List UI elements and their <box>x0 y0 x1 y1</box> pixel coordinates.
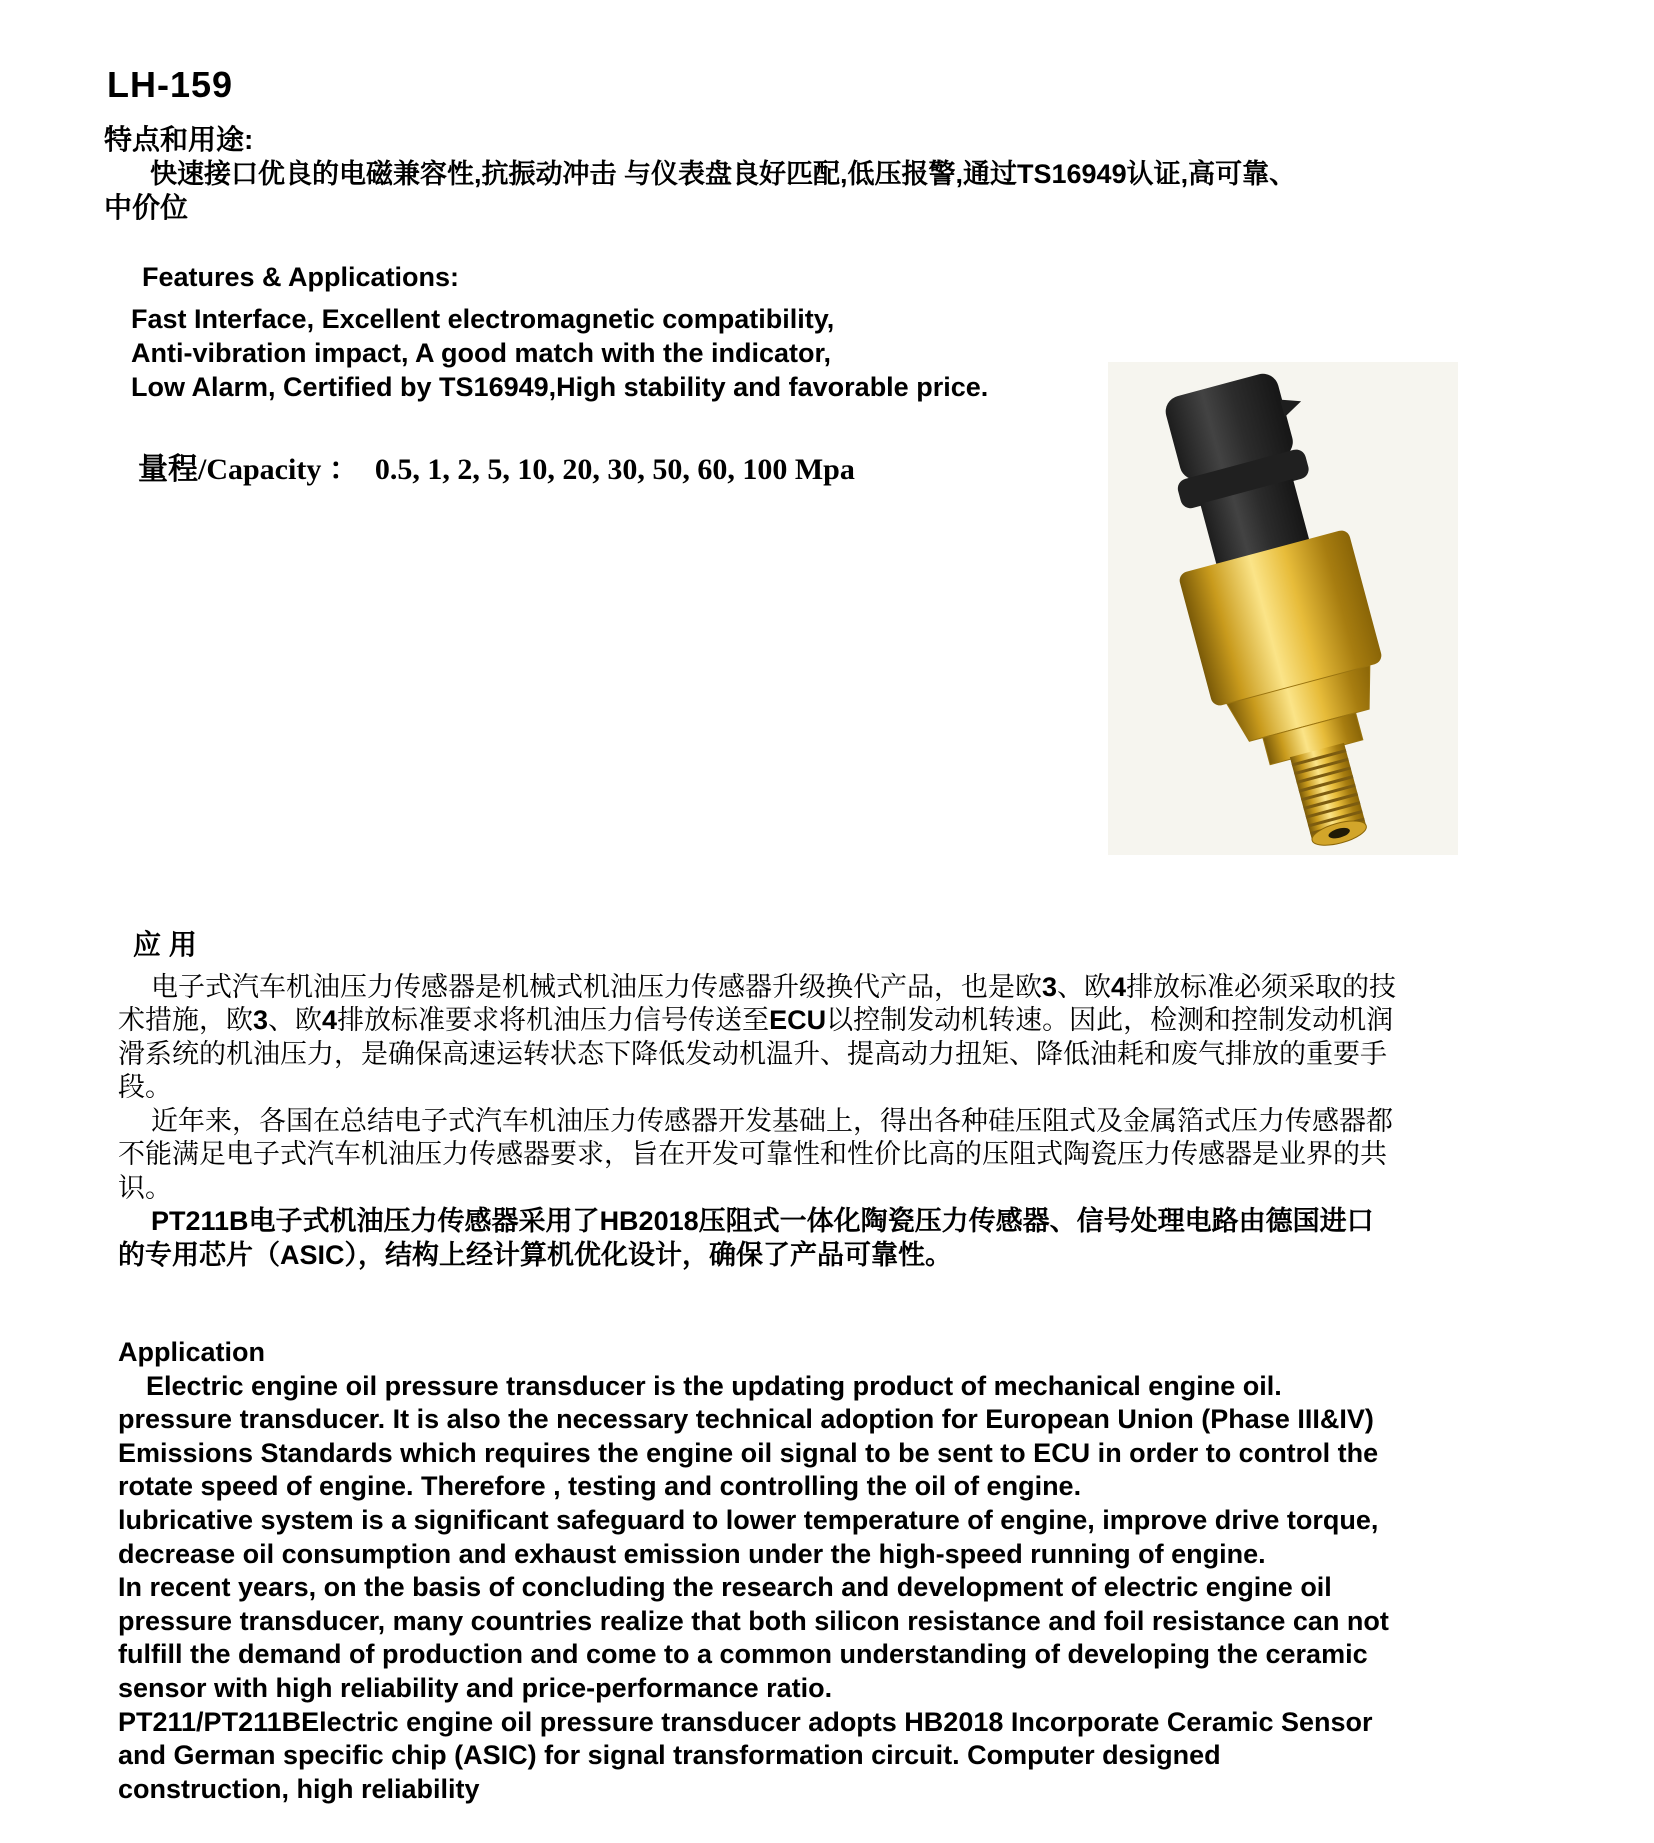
application-cn-line: PT211B电子式机油压力传感器采用了HB2018压阻式一体化陶瓷压力传感器、信号处理电路由德国进口 <box>151 1206 1374 1236</box>
application-en-heading: Application <box>118 1337 265 1367</box>
application-en-line: fulfill the demand of production and come to a common understanding of developing the ceramic <box>118 1639 1368 1670</box>
capacity-line <box>138 444 855 488</box>
features-en-heading: Features & Applications: <box>142 262 460 292</box>
features-en-line: Anti-vibration impact, A good match with the indicator, <box>131 338 832 368</box>
application-en-line: lubricative system is a significant safeguard to lower temperature of engine, improve drive torque, <box>118 1504 1379 1535</box>
page-title: LH-159 <box>107 64 234 106</box>
application-en-line: decrease oil consumption and exhaust emission under the high-speed running of engine. <box>118 1538 1266 1569</box>
application-cn-heading: 应 用 <box>133 929 197 960</box>
application-cn-line: 识。 <box>118 1172 172 1203</box>
application-en-line: PT211/PT211BElectric engine oil pressure transducer adopts HB2018 Incorporate Ceramic Sensor <box>118 1706 1373 1737</box>
application-en-line: In recent years, on the basis of concluding the research and development of electric engine oil <box>118 1572 1332 1603</box>
application-cn-line: 术措施，欧3、欧4排放标准要求将机油压力信号传送至ECU以控制发动机转速。因此，检测和控制发动机润 <box>118 1005 1394 1035</box>
application-cn-line: 电子式汽车机油压力传感器是机械式机油压力传感器升级换代产品，也是欧3、欧4排放标准必须采取的技 <box>151 971 1397 1002</box>
application-cn-line: 段。 <box>118 1072 172 1102</box>
application-cn-line: 不能满足电子式汽车机油压力传感器要求，旨在开发可靠性和性价比高的压阻式陶瓷压力传感器是业界的共 <box>118 1139 1387 1169</box>
application-en-section <box>118 1336 1389 1806</box>
features-en-section <box>131 260 988 404</box>
application-en-line: sensor with high reliability and price-performance ratio. <box>118 1672 833 1703</box>
application-en-line: construction, high reliability <box>118 1773 480 1804</box>
features-en-line: Fast Interface, Excellent electromagnetic compatibility, <box>131 304 835 334</box>
capacity-label: 量程/Capacity ： <box>138 453 359 486</box>
features-cn-line: 中价位 <box>104 192 189 223</box>
application-en-line: rotate speed of engine. Therefore , testing and controlling the oil of engine. <box>118 1471 1082 1502</box>
product-photo <box>1108 362 1458 855</box>
capacity-values: 0.5, 1, 2, 5, 10, 20, 30, 50, 60, 100 Mpa <box>374 453 855 486</box>
features-cn-heading: 特点和用途: <box>104 124 254 155</box>
application-cn-line: 滑系统的机油压力，是确保高速运转状态下降低发动机温升、提高动力扭矩、降低油耗和废气排放的重要手 <box>118 1038 1387 1069</box>
application-en-line: pressure transducer. It is also the necessary technical adoption for European Union (Phase III&IV) <box>118 1404 1374 1435</box>
application-cn-line: 的专用芯片（ASIC），结构上经计算机优化设计，确保了产品可靠性。 <box>118 1239 953 1270</box>
pressure-sensor-illustration <box>1108 362 1458 855</box>
application-en-line: pressure transducer, many countries realize that both silicon resistance and foil resistance can not <box>118 1605 1389 1636</box>
application-cn-line: 近年来，各国在总结电子式汽车机油压力传感器开发基础上，得出各种硅压阻式及金属箔式压力传感器都 <box>151 1105 1393 1136</box>
application-en-line: Emissions Standards which requires the engine oil signal to be sent to ECU in order to control the <box>118 1437 1379 1468</box>
application-en-line: and German specific chip (ASIC) for signal transformation circuit. Computer designed <box>118 1740 1221 1771</box>
features-cn-line: 快速接口优良的电磁兼容性,抗振动冲击 与仪表盘良好匹配,低压报警,通过TS16949认证,高可靠、 <box>150 159 1297 189</box>
features-en-line: Low Alarm, Certified by TS16949,High stability and favorable price. <box>131 372 989 402</box>
application-cn-section <box>118 928 1396 1272</box>
application-en-line: Electric engine oil pressure transducer is the updating product of mechanical engine oil. <box>146 1370 1282 1401</box>
